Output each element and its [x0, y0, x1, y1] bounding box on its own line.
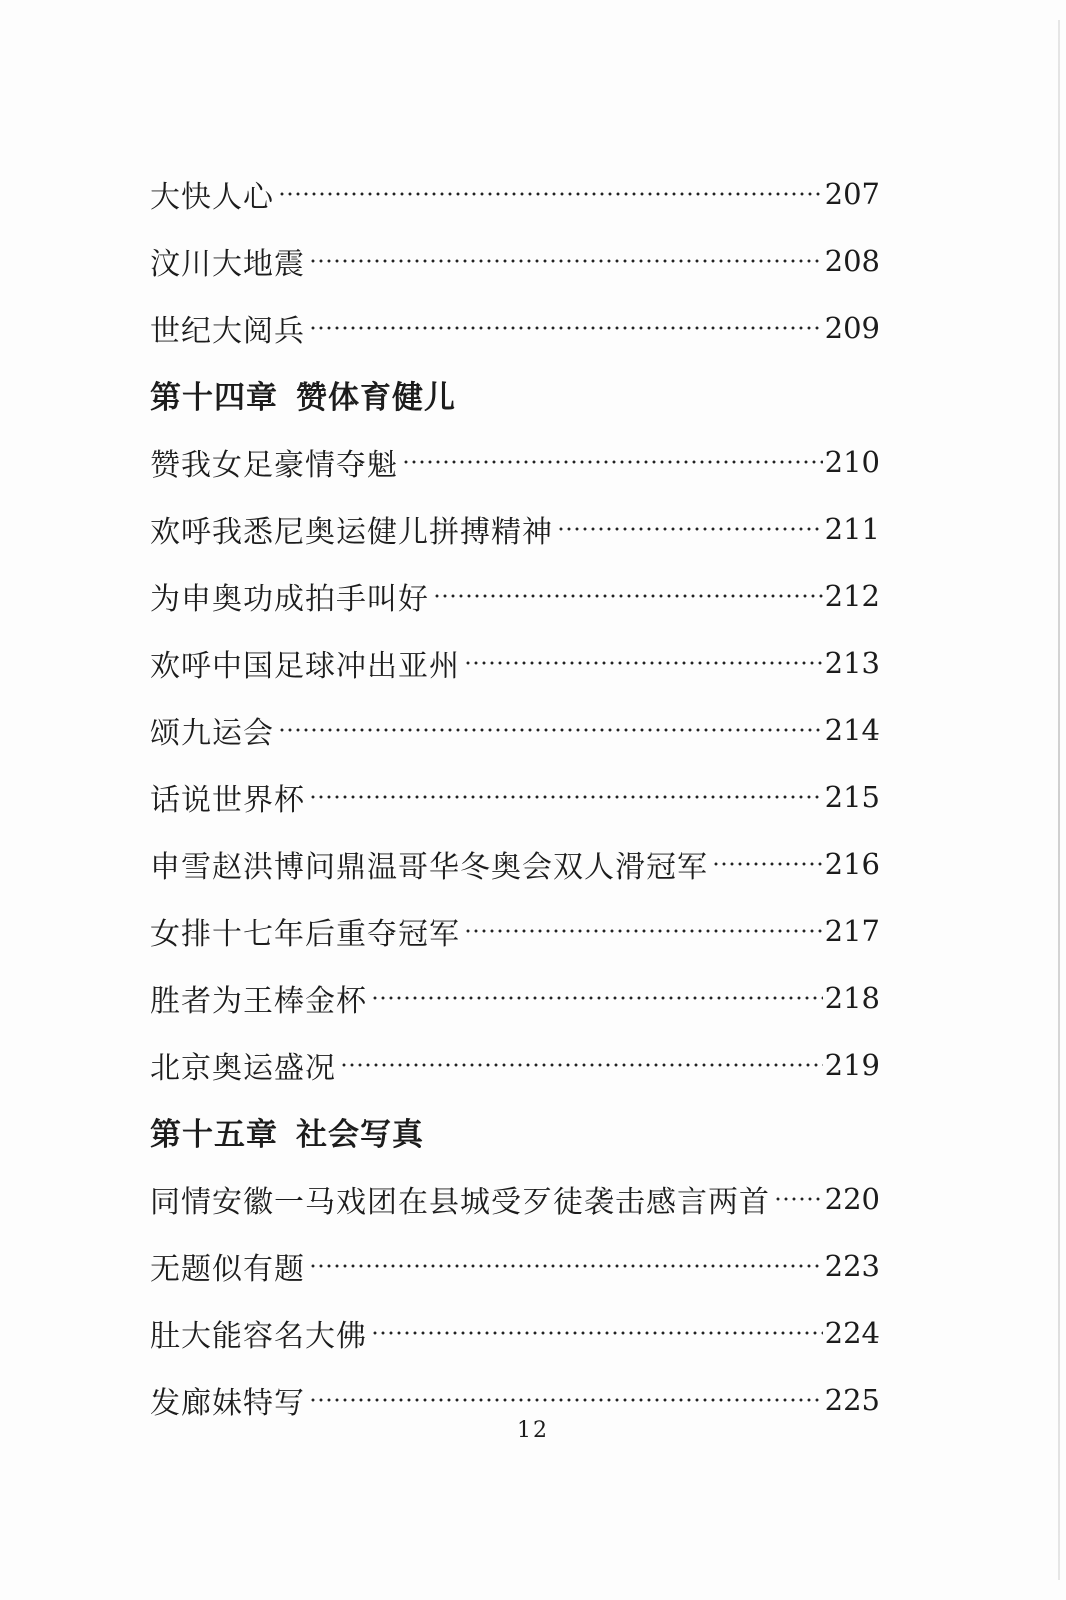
toc-entry — [150, 562, 880, 629]
toc-entry-page: 220 — [824, 1181, 880, 1216]
chapter-number: 第十五章 — [150, 1117, 278, 1153]
page-number: 12 — [517, 1418, 549, 1443]
dot-leader — [402, 459, 823, 465]
dot-leader — [371, 995, 823, 1001]
toc-entry — [150, 897, 880, 964]
dot-leader — [774, 1196, 823, 1202]
toc-entry-page: 207 — [824, 176, 880, 211]
toc-entry-title: 欢呼我悉尼奥运健儿拼搏精神 — [150, 514, 553, 550]
toc-entry-title: 发廊妹特写 — [150, 1385, 305, 1421]
toc-entry — [150, 629, 880, 696]
dot-leader — [464, 660, 823, 666]
toc-entry-title: 世纪大阅兵 — [150, 313, 305, 349]
toc-entry — [150, 1165, 880, 1232]
toc-entry-title: 同情安徽一马戏团在县城受歹徒袭击感言两首 — [150, 1184, 770, 1220]
toc-entry-page: 211 — [824, 511, 880, 546]
toc-entry-title: 女排十七年后重夺冠军 — [150, 916, 460, 952]
toc-entry-title: 欢呼中国足球冲出亚州 — [150, 648, 460, 684]
toc-entry-title: 为申奥功成拍手叫好 — [150, 581, 429, 617]
toc-entry-title: 无题似有题 — [150, 1251, 305, 1287]
dot-leader — [309, 1397, 823, 1403]
chapter-number: 第十四章 — [150, 380, 278, 416]
toc-entry-page: 210 — [824, 444, 880, 479]
dot-leader — [309, 258, 823, 264]
toc-entry — [150, 1031, 880, 1098]
toc-entry-page: 218 — [824, 980, 880, 1015]
toc-entry — [150, 1232, 880, 1299]
chapter-heading — [150, 1098, 880, 1165]
dot-leader — [340, 1062, 823, 1068]
dot-leader — [278, 727, 823, 733]
toc-entry — [150, 495, 880, 562]
dot-leader — [464, 928, 823, 934]
toc-entry-title: 汶川大地震 — [150, 246, 305, 282]
toc-entry-title: 赞我女足豪情夺魁 — [150, 447, 398, 483]
toc-entry-title: 颂九运会 — [150, 715, 274, 751]
toc-entry — [150, 1299, 880, 1366]
toc-entry — [150, 160, 880, 227]
toc-entry — [150, 696, 880, 763]
chapter-title: 赞体育健儿 — [296, 380, 456, 416]
dot-leader — [557, 526, 823, 532]
toc-entry-page: 224 — [824, 1315, 880, 1350]
toc-entry-page: 225 — [824, 1382, 880, 1417]
toc-entry — [150, 428, 880, 495]
toc-entry — [150, 830, 880, 897]
toc-entry-title: 话说世界杯 — [150, 782, 305, 818]
chapter-title: 社会写真 — [296, 1117, 424, 1153]
toc-entry-page: 215 — [824, 779, 880, 814]
toc-entry — [150, 294, 880, 361]
toc-entry-page: 209 — [824, 310, 880, 345]
toc-entry-page: 208 — [824, 243, 880, 278]
toc-entry — [150, 227, 880, 294]
dot-leader — [309, 325, 823, 331]
table-of-contents — [150, 160, 880, 1433]
toc-entry-page: 217 — [824, 913, 880, 948]
toc-entry-page: 219 — [824, 1047, 880, 1082]
page-edge-shadow — [1058, 20, 1060, 1580]
toc-entry — [150, 763, 880, 830]
toc-entry-title: 胜者为王棒金杯 — [150, 983, 367, 1019]
dot-leader — [309, 1263, 823, 1269]
dot-leader — [371, 1330, 823, 1336]
toc-entry-page: 216 — [824, 846, 880, 881]
dot-leader — [712, 861, 823, 867]
toc-entry-page: 214 — [824, 712, 880, 747]
toc-entry — [150, 964, 880, 1031]
dot-leader — [278, 191, 823, 197]
dot-leader — [433, 593, 823, 599]
toc-entry-title: 肚大能容名大佛 — [150, 1318, 367, 1354]
toc-entry-page: 212 — [824, 578, 880, 613]
toc-entry-page: 213 — [824, 645, 880, 680]
chapter-heading — [150, 361, 880, 428]
toc-entry-title: 大快人心 — [150, 179, 274, 215]
toc-entry-page: 223 — [824, 1248, 880, 1283]
toc-entry-title: 申雪赵洪博问鼎温哥华冬奥会双人滑冠军 — [150, 849, 708, 885]
toc-entry-title: 北京奥运盛况 — [150, 1050, 336, 1086]
dot-leader — [309, 794, 823, 800]
